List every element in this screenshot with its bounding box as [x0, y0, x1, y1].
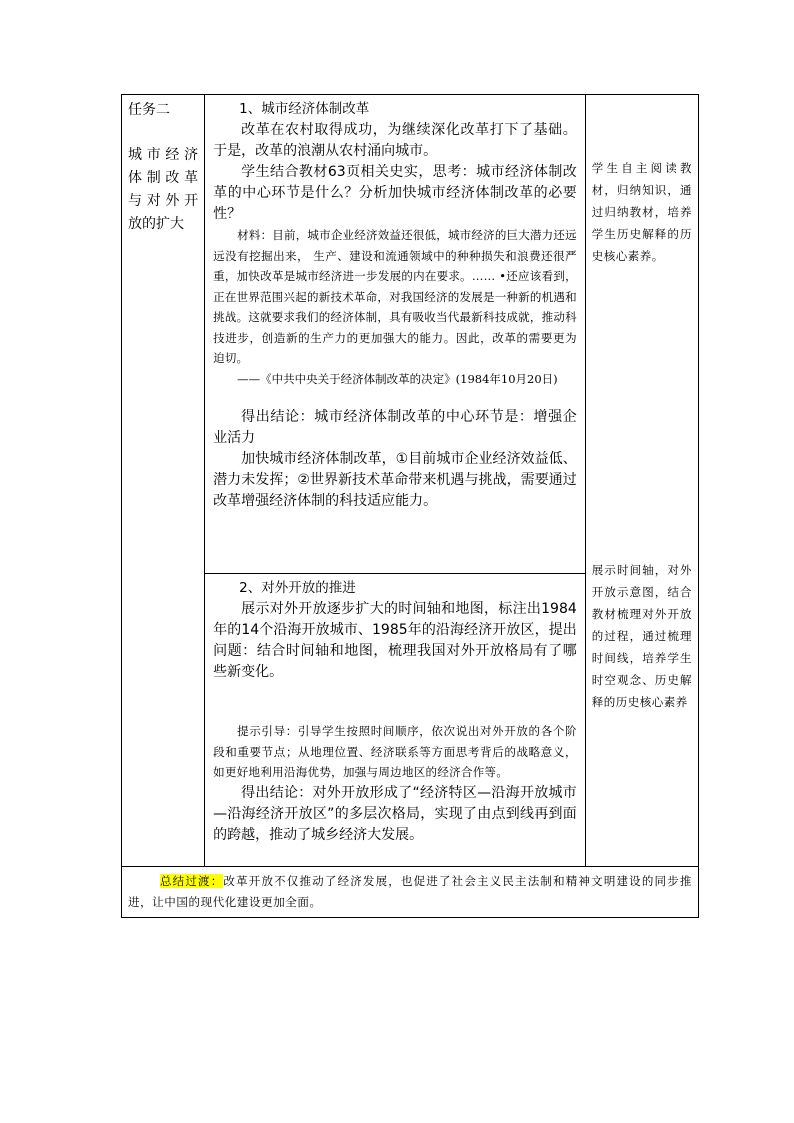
summary-cell [122, 867, 699, 918]
section1-conclusion: 得出结论：城市经济体制改革的中心环节是：增强企业活力 [213, 409, 577, 446]
summary-text-block [122, 867, 698, 917]
task-cell [122, 95, 205, 867]
task-name-line: 与对外开 [128, 193, 199, 209]
summary-label: 总结过渡： [160, 874, 224, 888]
section2-conclusion: 得出结论：对外开放形成了“经济特区—沿海开放城市—沿海经济开放区”的多层次格局，实现了由点到线再到面的跨越，推动了城乡经济大发展。 [213, 784, 577, 843]
table-row [122, 867, 699, 918]
spacer [213, 683, 577, 721]
section2-heading: 2、对外开放的推进 [239, 580, 356, 596]
section2-intro: 展示对外开放逐步扩大的时间轴和地图，标注出1984年的14个沿海开放城市、1985年的沿海经济开放区，提出问题：结合时间轴和地图，梳理我国对外开放格局有了哪些新变化。 [213, 601, 577, 680]
notes-cell [585, 95, 698, 867]
task-name-line: 放的扩大 [128, 216, 184, 232]
section2-tip: 提示引导：引导学生按照时间顺序，依次说出对外开放的各个阶段和重要节点；从地理位置、经济联系等方面思考背后的战略意义，如更好地利用沿海优势，加强与周边地区的经济合作等。 [213, 724, 577, 779]
section1-note: 学生自主阅读教材，归纳知识，通过归纳教材，培养学生历史解释的历史核心素养。 [591, 161, 692, 263]
section1-necessity: 加快城市经济体制改革，①目前城市企业经济效益低、潜力未发挥；②世界新技术革命带来机遇与挑战，需要通过改革增强经济体制的科技适应能力。 [213, 451, 577, 509]
section2-note: 展示时间轴，对外开放示意图，结合教材梳理对外开放的过程，通过梳理时间线，培养学生时空观念、历史解释的历史核心素养 [591, 563, 692, 709]
task-name-line: 体制改革 [128, 170, 199, 186]
section1-source: ——《中共中央关于经济体制改革的决定》(1984年10月20日) [237, 371, 558, 386]
section1-intro: 改革在农村取得成功，为继续深化改革打下了基础。于是，改革的浪潮从农村涌向城市。 [213, 122, 577, 159]
section1-content-cell [205, 95, 586, 574]
section2-content-cell [205, 574, 586, 867]
section1-question: 学生结合教材63页相关史实，思考：城市经济体制改革的中心环节是什么？分析加快城市经济体制改革的必要性？ [213, 164, 577, 222]
task-name-line: 城市经济 [128, 147, 199, 163]
spacer [213, 389, 577, 407]
table-row [122, 95, 699, 574]
section1-material: 材料：目前，城市企业经济效益还很低，城市经济的巨大潜力还远远没有挖掘出来， 生产、建设和流通领域中的种种损失和浪费还很严重，加快改革是城市经济进一步发展的内在要求。…… •还应该看到，正在世界范围兴起的新技术革命，对我国经济的发展是一种新的机遇和挑战。这就要求我们的经济体制，具有吸收当代最新科技成就，推动科技进步，创造新的生产力的更加强大的能力。因此，改革的需要更为 迫切。 [213, 228, 577, 365]
task-title: 任务二 [128, 102, 170, 118]
summary-text: 改革开放不仅推动了经济发展，也促进了社会主义民主法制和精神文明建设的同步推进，让中国的现代化建设更加全面。 [128, 874, 692, 909]
section1-heading: 1、城市经济体制改革 [239, 101, 370, 117]
lesson-plan-table [121, 94, 699, 918]
